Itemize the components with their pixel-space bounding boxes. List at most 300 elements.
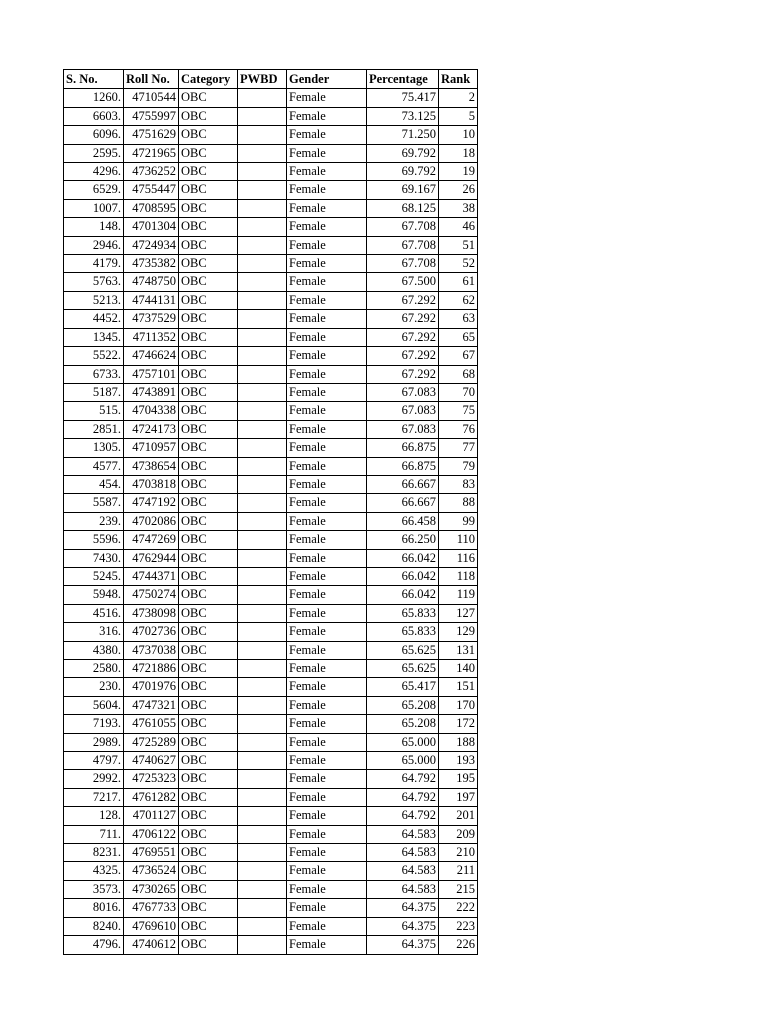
header-category: Category [179,70,238,89]
cell-pwbd [238,273,287,291]
header-row [64,70,478,89]
cell-serial-number: 6096. [64,126,124,144]
cell-serial-number: 2989. [64,733,124,751]
cell-pwbd [238,291,287,309]
cell-category: OBC [179,144,238,162]
header-percentage: Percentage [367,70,439,89]
table-row [64,89,478,107]
cell-gender: Female [287,439,367,457]
cell-percentage: 64.583 [367,825,439,843]
cell-rank: 65 [439,328,478,346]
table-row [64,475,478,493]
cell-percentage: 65.208 [367,715,439,733]
cell-rank: 215 [439,880,478,898]
table-row [64,567,478,585]
cell-serial-number: 239. [64,512,124,530]
table-row [64,181,478,199]
cell-serial-number: 5187. [64,383,124,401]
cell-rank: 170 [439,696,478,714]
cell-pwbd [238,733,287,751]
cell-serial-number: 8231. [64,844,124,862]
cell-pwbd [238,218,287,236]
cell-roll-number: 4706122 [124,825,179,843]
cell-serial-number: 8240. [64,917,124,935]
cell-pwbd [238,531,287,549]
cell-category: OBC [179,788,238,806]
cell-serial-number: 4380. [64,641,124,659]
cell-gender: Female [287,660,367,678]
cell-pwbd [238,752,287,770]
cell-rank: 79 [439,457,478,475]
table-row [64,788,478,806]
cell-gender: Female [287,825,367,843]
table-row [64,236,478,254]
cell-gender: Female [287,752,367,770]
cell-roll-number: 4704338 [124,402,179,420]
cell-percentage: 69.167 [367,181,439,199]
cell-gender: Female [287,347,367,365]
header-rank: Rank [439,70,478,89]
cell-serial-number: 7430. [64,549,124,567]
cell-percentage: 71.250 [367,126,439,144]
cell-serial-number: 2992. [64,770,124,788]
cell-category: OBC [179,107,238,125]
cell-category: OBC [179,567,238,585]
cell-serial-number: 4325. [64,862,124,880]
cell-rank: 223 [439,917,478,935]
cell-roll-number: 4702086 [124,512,179,530]
cell-roll-number: 4710544 [124,89,179,107]
cell-gender: Female [287,604,367,622]
cell-serial-number: 148. [64,218,124,236]
cell-category: OBC [179,641,238,659]
cell-rank: 83 [439,475,478,493]
cell-rank: 38 [439,199,478,217]
cell-roll-number: 4701976 [124,678,179,696]
cell-roll-number: 4747321 [124,696,179,714]
table-row [64,825,478,843]
cell-roll-number: 4740627 [124,752,179,770]
cell-gender: Female [287,310,367,328]
cell-pwbd [238,862,287,880]
cell-percentage: 66.667 [367,494,439,512]
cell-serial-number: 2580. [64,660,124,678]
cell-gender: Female [287,696,367,714]
cell-gender: Female [287,273,367,291]
cell-pwbd [238,383,287,401]
cell-category: OBC [179,899,238,917]
cell-roll-number: 4721965 [124,144,179,162]
cell-roll-number: 4755997 [124,107,179,125]
table-row [64,770,478,788]
cell-roll-number: 4769610 [124,917,179,935]
cell-rank: 195 [439,770,478,788]
cell-gender: Female [287,89,367,107]
cell-rank: 129 [439,623,478,641]
cell-rank: 10 [439,126,478,144]
cell-category: OBC [179,365,238,383]
table-row [64,807,478,825]
cell-pwbd [238,163,287,181]
cell-category: OBC [179,862,238,880]
cell-percentage: 64.792 [367,770,439,788]
cell-category: OBC [179,825,238,843]
table-row [64,218,478,236]
cell-rank: 201 [439,807,478,825]
cell-serial-number: 711. [64,825,124,843]
table-row [64,733,478,751]
cell-roll-number: 4767733 [124,899,179,917]
cell-rank: 222 [439,899,478,917]
cell-roll-number: 4702736 [124,623,179,641]
cell-rank: 119 [439,586,478,604]
cell-category: OBC [179,494,238,512]
table-row [64,347,478,365]
cell-pwbd [238,402,287,420]
cell-serial-number: 316. [64,623,124,641]
cell-roll-number: 4740612 [124,936,179,954]
cell-percentage: 67.292 [367,310,439,328]
cell-pwbd [238,126,287,144]
cell-pwbd [238,494,287,512]
table-row [64,163,478,181]
cell-roll-number: 4743891 [124,383,179,401]
cell-gender: Female [287,457,367,475]
cell-rank: 131 [439,641,478,659]
cell-gender: Female [287,383,367,401]
cell-category: OBC [179,531,238,549]
cell-serial-number: 4797. [64,752,124,770]
cell-roll-number: 4747269 [124,531,179,549]
cell-percentage: 65.208 [367,696,439,714]
cell-category: OBC [179,383,238,401]
cell-pwbd [238,475,287,493]
table-row [64,586,478,604]
cell-serial-number: 3573. [64,880,124,898]
table-row [64,512,478,530]
cell-roll-number: 4703818 [124,475,179,493]
cell-percentage: 73.125 [367,107,439,125]
cell-category: OBC [179,255,238,273]
cell-gender: Female [287,623,367,641]
cell-serial-number: 4796. [64,936,124,954]
cell-serial-number: 230. [64,678,124,696]
cell-rank: 209 [439,825,478,843]
cell-rank: 68 [439,365,478,383]
table-row [64,715,478,733]
cell-pwbd [238,844,287,862]
cell-category: OBC [179,439,238,457]
cell-serial-number: 2595. [64,144,124,162]
cell-serial-number: 1345. [64,328,124,346]
cell-rank: 46 [439,218,478,236]
cell-rank: 99 [439,512,478,530]
cell-gender: Female [287,255,367,273]
cell-category: OBC [179,218,238,236]
cell-pwbd [238,328,287,346]
cell-percentage: 67.083 [367,383,439,401]
cell-roll-number: 4711352 [124,328,179,346]
cell-percentage: 67.708 [367,255,439,273]
cell-roll-number: 4721886 [124,660,179,678]
cell-percentage: 67.292 [367,347,439,365]
cell-gender: Female [287,291,367,309]
cell-rank: 75 [439,402,478,420]
table-row [64,899,478,917]
cell-percentage: 67.083 [367,420,439,438]
cell-category: OBC [179,917,238,935]
cell-category: OBC [179,236,238,254]
cell-gender: Female [287,770,367,788]
cell-rank: 116 [439,549,478,567]
table-row [64,457,478,475]
cell-percentage: 64.583 [367,844,439,862]
table-row [64,402,478,420]
cell-serial-number: 2851. [64,420,124,438]
cell-pwbd [238,255,287,273]
cell-gender: Female [287,880,367,898]
cell-roll-number: 4725323 [124,770,179,788]
cell-category: OBC [179,163,238,181]
cell-roll-number: 4747192 [124,494,179,512]
cell-serial-number: 4296. [64,163,124,181]
cell-gender: Female [287,107,367,125]
cell-percentage: 75.417 [367,89,439,107]
cell-gender: Female [287,788,367,806]
cell-category: OBC [179,512,238,530]
cell-percentage: 64.792 [367,807,439,825]
cell-pwbd [238,604,287,622]
cell-roll-number: 4730265 [124,880,179,898]
cell-serial-number: 4516. [64,604,124,622]
table-row [64,696,478,714]
cell-roll-number: 4746624 [124,347,179,365]
cell-gender: Female [287,328,367,346]
cell-serial-number: 8016. [64,899,124,917]
cell-rank: 18 [439,144,478,162]
header-gender: Gender [287,70,367,89]
header-serial-number: S. No. [64,70,124,89]
cell-percentage: 66.042 [367,549,439,567]
cell-pwbd [238,641,287,659]
cell-gender: Female [287,862,367,880]
cell-percentage: 64.375 [367,917,439,935]
cell-percentage: 67.083 [367,402,439,420]
table-row [64,936,478,954]
cell-category: OBC [179,328,238,346]
cell-category: OBC [179,623,238,641]
cell-category: OBC [179,457,238,475]
cell-category: OBC [179,678,238,696]
cell-category: OBC [179,347,238,365]
cell-roll-number: 4757101 [124,365,179,383]
cell-rank: 210 [439,844,478,862]
cell-rank: 70 [439,383,478,401]
cell-roll-number: 4762944 [124,549,179,567]
cell-category: OBC [179,420,238,438]
cell-roll-number: 4708595 [124,199,179,217]
cell-roll-number: 4744131 [124,291,179,309]
cell-roll-number: 4737529 [124,310,179,328]
cell-category: OBC [179,89,238,107]
cell-category: OBC [179,199,238,217]
cell-pwbd [238,899,287,917]
cell-gender: Female [287,402,367,420]
cell-rank: 140 [439,660,478,678]
table-row [64,107,478,125]
cell-serial-number: 1260. [64,89,124,107]
table-row [64,880,478,898]
results-table [63,69,478,955]
cell-percentage: 66.875 [367,457,439,475]
cell-roll-number: 4724934 [124,236,179,254]
table-row [64,862,478,880]
table-row [64,144,478,162]
cell-rank: 197 [439,788,478,806]
cell-category: OBC [179,291,238,309]
cell-pwbd [238,549,287,567]
cell-rank: 19 [439,163,478,181]
cell-rank: 211 [439,862,478,880]
table-row [64,273,478,291]
table-row [64,641,478,659]
cell-serial-number: 4179. [64,255,124,273]
cell-pwbd [238,788,287,806]
cell-pwbd [238,89,287,107]
table-row [64,752,478,770]
cell-gender: Female [287,512,367,530]
cell-rank: 188 [439,733,478,751]
cell-roll-number: 4761055 [124,715,179,733]
cell-percentage: 68.125 [367,199,439,217]
cell-gender: Female [287,567,367,585]
cell-category: OBC [179,733,238,751]
cell-serial-number: 6603. [64,107,124,125]
header-pwbd: PWBD [238,70,287,89]
cell-gender: Female [287,218,367,236]
cell-roll-number: 4736252 [124,163,179,181]
cell-percentage: 65.000 [367,752,439,770]
cell-gender: Female [287,678,367,696]
cell-percentage: 64.792 [367,788,439,806]
cell-percentage: 65.417 [367,678,439,696]
cell-serial-number: 128. [64,807,124,825]
cell-rank: 77 [439,439,478,457]
cell-gender: Female [287,899,367,917]
cell-category: OBC [179,549,238,567]
cell-pwbd [238,365,287,383]
cell-category: OBC [179,181,238,199]
cell-pwbd [238,917,287,935]
table-row [64,291,478,309]
cell-category: OBC [179,844,238,862]
cell-gender: Female [287,641,367,659]
results-sheet [63,69,478,955]
cell-category: OBC [179,604,238,622]
cell-gender: Female [287,549,367,567]
cell-serial-number: 5948. [64,586,124,604]
table-row [64,494,478,512]
table-row [64,383,478,401]
cell-rank: 5 [439,107,478,125]
cell-roll-number: 4735382 [124,255,179,273]
cell-roll-number: 4748750 [124,273,179,291]
cell-pwbd [238,199,287,217]
cell-gender: Female [287,475,367,493]
cell-roll-number: 4751629 [124,126,179,144]
cell-percentage: 65.833 [367,604,439,622]
table-row [64,420,478,438]
cell-roll-number: 4769551 [124,844,179,862]
table-row [64,531,478,549]
cell-rank: 2 [439,89,478,107]
cell-pwbd [238,623,287,641]
cell-category: OBC [179,880,238,898]
cell-percentage: 69.792 [367,163,439,181]
cell-serial-number: 515. [64,402,124,420]
cell-rank: 127 [439,604,478,622]
cell-gender: Female [287,144,367,162]
table-row [64,917,478,935]
cell-rank: 51 [439,236,478,254]
cell-serial-number: 6529. [64,181,124,199]
cell-percentage: 66.042 [367,567,439,585]
cell-serial-number: 1305. [64,439,124,457]
table-body [64,89,478,954]
cell-roll-number: 4755447 [124,181,179,199]
cell-serial-number: 2946. [64,236,124,254]
cell-category: OBC [179,586,238,604]
cell-rank: 172 [439,715,478,733]
cell-category: OBC [179,660,238,678]
cell-serial-number: 7217. [64,788,124,806]
cell-rank: 118 [439,567,478,585]
cell-percentage: 65.000 [367,733,439,751]
cell-gender: Female [287,365,367,383]
cell-percentage: 64.375 [367,899,439,917]
cell-percentage: 67.292 [367,291,439,309]
cell-category: OBC [179,770,238,788]
header-roll-number: Roll No. [124,70,179,89]
cell-rank: 62 [439,291,478,309]
table-row [64,604,478,622]
cell-gender: Female [287,917,367,935]
cell-category: OBC [179,807,238,825]
table-row [64,126,478,144]
cell-percentage: 65.625 [367,660,439,678]
cell-percentage: 66.667 [367,475,439,493]
cell-rank: 76 [439,420,478,438]
cell-roll-number: 4724173 [124,420,179,438]
cell-rank: 63 [439,310,478,328]
cell-gender: Female [287,586,367,604]
cell-pwbd [238,567,287,585]
cell-category: OBC [179,402,238,420]
cell-pwbd [238,678,287,696]
cell-serial-number: 4577. [64,457,124,475]
cell-rank: 110 [439,531,478,549]
cell-category: OBC [179,310,238,328]
cell-rank: 52 [439,255,478,273]
cell-serial-number: 5213. [64,291,124,309]
cell-rank: 193 [439,752,478,770]
cell-pwbd [238,236,287,254]
cell-category: OBC [179,936,238,954]
cell-category: OBC [179,752,238,770]
cell-percentage: 66.250 [367,531,439,549]
cell-percentage: 65.833 [367,623,439,641]
cell-pwbd [238,107,287,125]
